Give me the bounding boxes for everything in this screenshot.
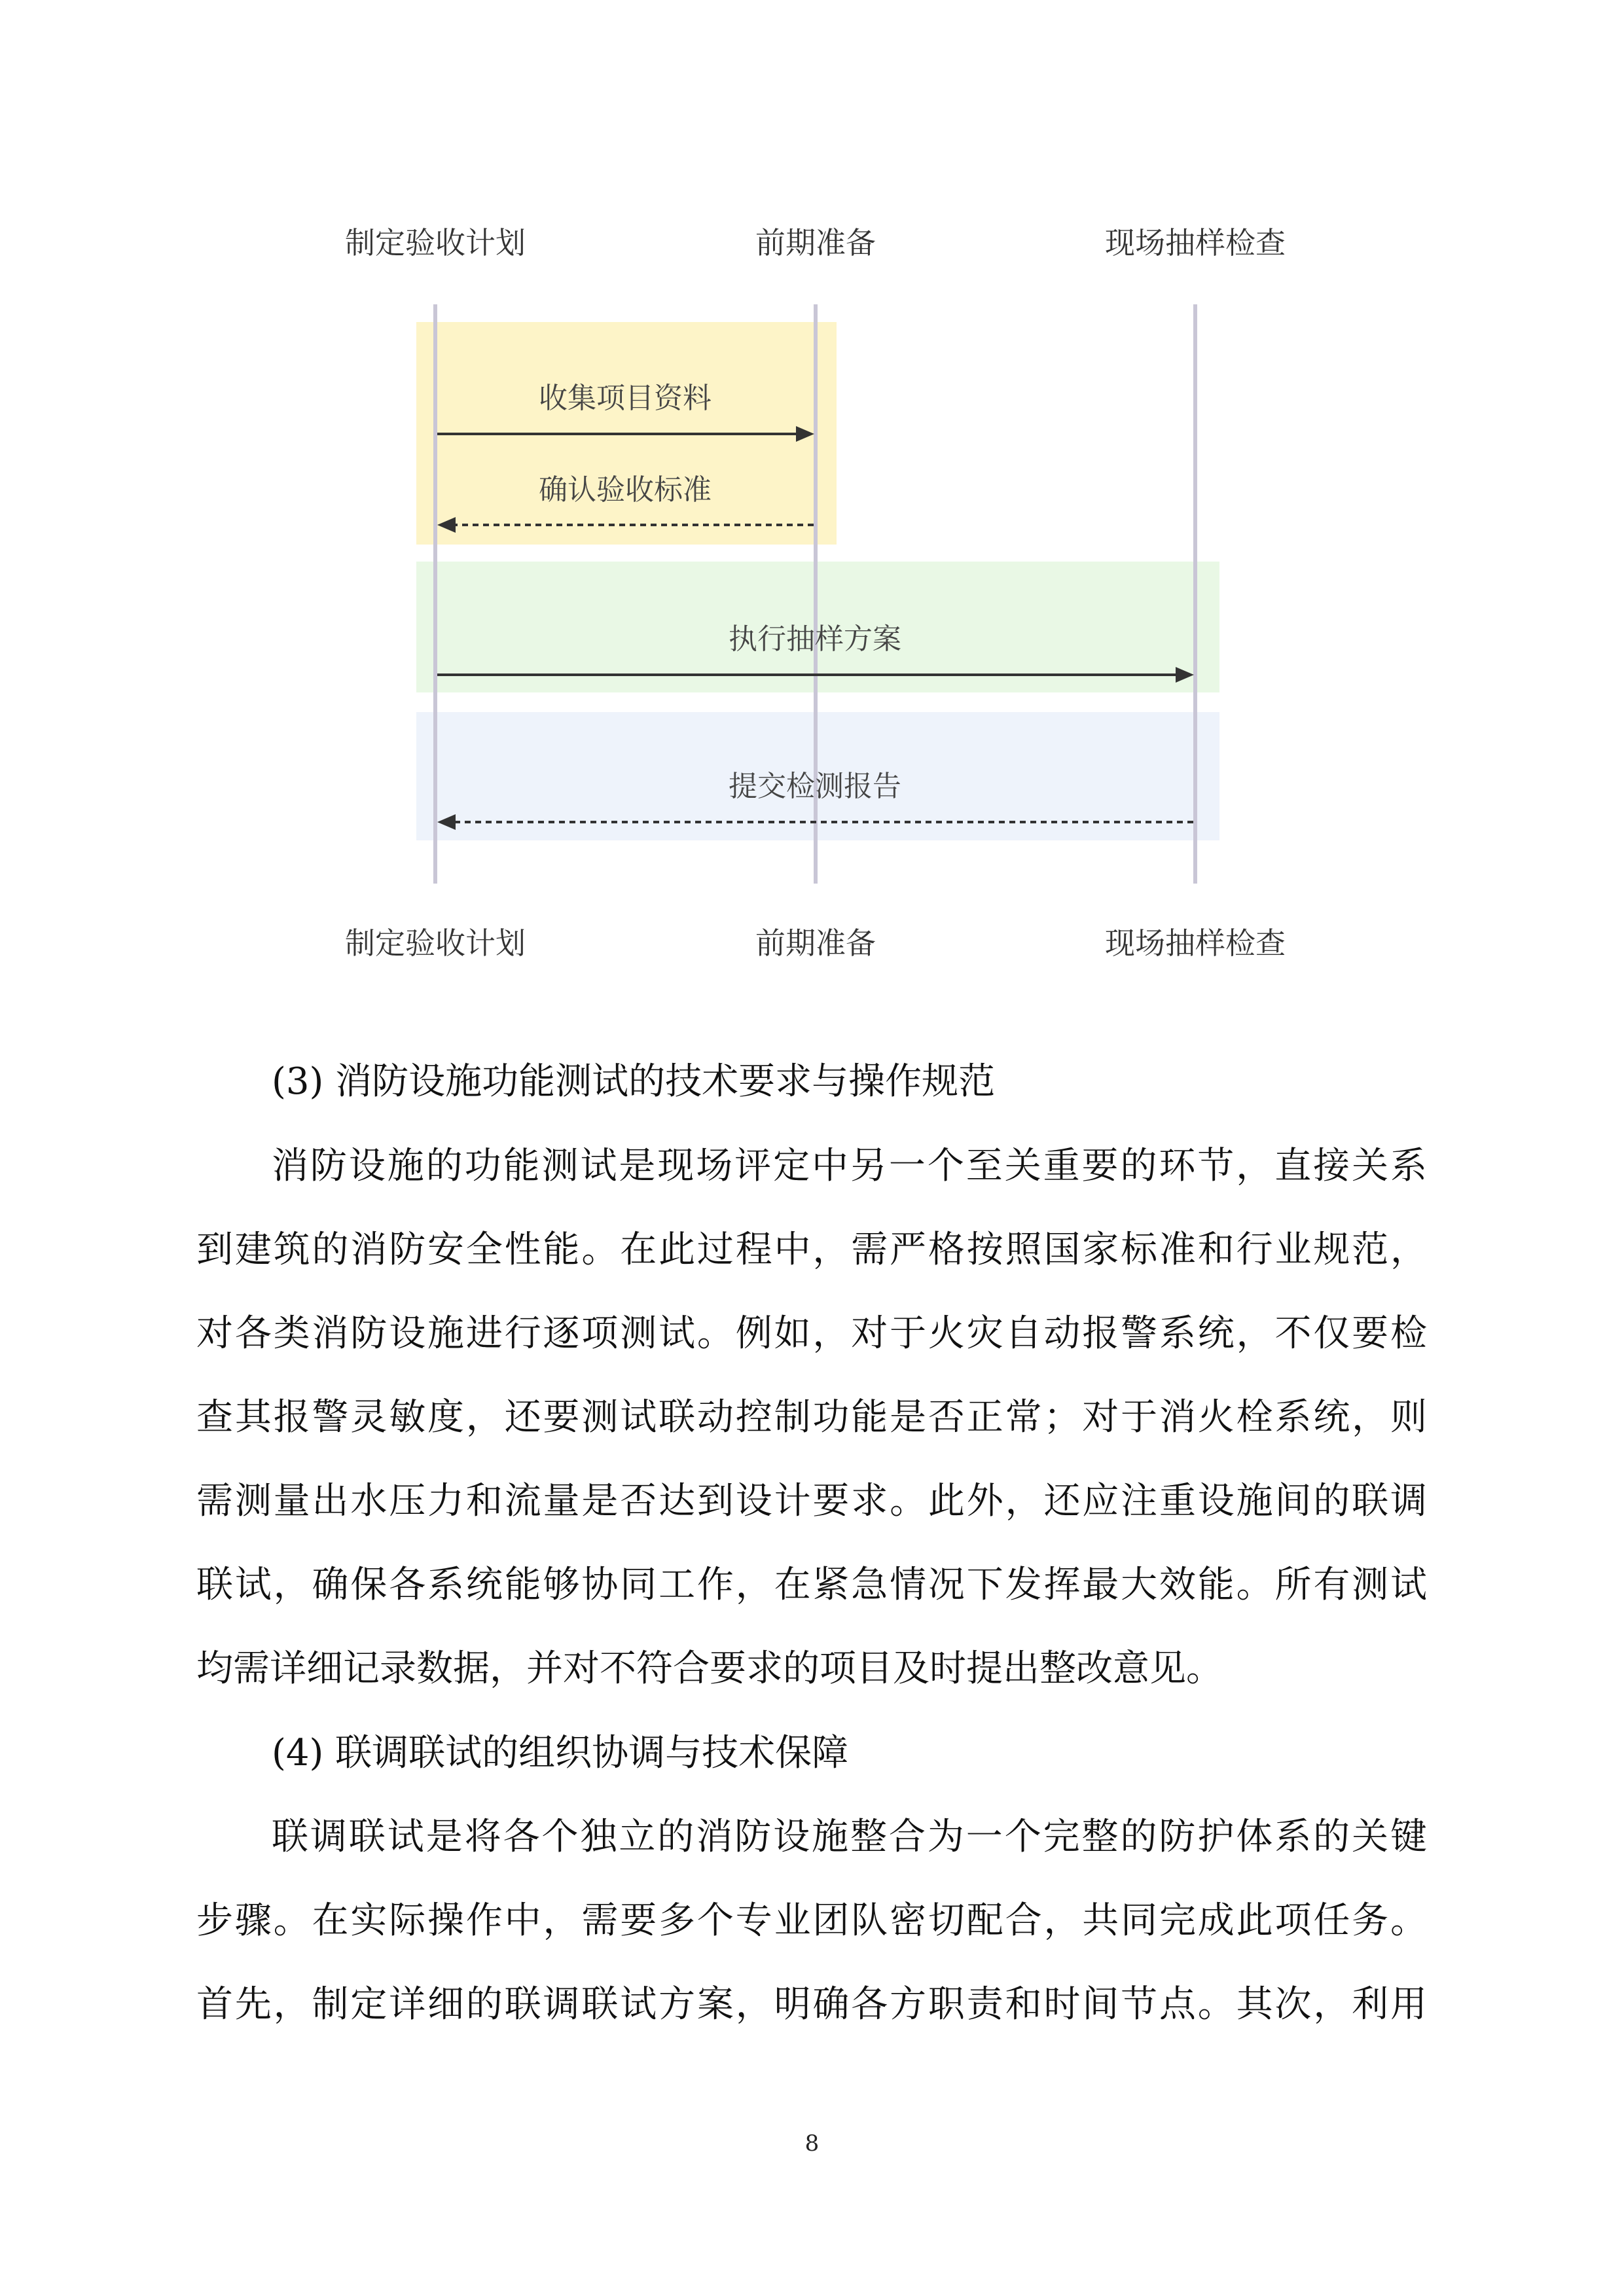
paragraph-line: 消防设施的功能测试是现场评定中另一个至关重要的环节，直接关系 [272, 1145, 1427, 1187]
paragraph-line: 到建筑的消防安全性能。在此过程中，需严格按照国家标准和行业规范， [196, 1229, 1427, 1271]
page-number: 8 [804, 2130, 820, 2157]
section-heading-4: (4) 联调联试的组织协调与技术保障 [272, 1732, 849, 1774]
paragraph-line: 查其报警灵敏度，还要测试联动控制功能是否正常；对于消火栓系统，则 [196, 1396, 1427, 1439]
message-label-collect: 收集项目资料 [539, 382, 712, 415]
participant-sampling-top: 现场抽样检查 [1105, 225, 1286, 260]
section-heading-3: (3) 消防设施功能测试的技术要求与操作规范 [272, 1060, 996, 1103]
arrowhead-collect [796, 426, 814, 442]
sequence-diagram [0, 0, 1624, 1001]
arrowhead-submit [437, 814, 456, 830]
paragraph-line: 需测量出水压力和流量是否达到设计要求。此外，还应注重设施间的联调 [196, 1480, 1427, 1522]
participant-sampling-bottom: 现场抽样检查 [1105, 925, 1286, 961]
participant-plan-bottom: 制定验收计划 [345, 925, 526, 961]
message-label-confirm: 确认验收标准 [539, 473, 712, 507]
arrowhead-confirm [437, 517, 456, 533]
paragraph-line: 首先，制定详细的联调联试方案，明确各方职责和时间节点。其次，利用 [196, 1983, 1427, 2026]
paragraph-line: 步骤。在实际操作中，需要多个专业团队密切配合，共同完成此项任务。 [196, 1899, 1427, 1942]
participant-prep-top: 前期准备 [755, 225, 876, 260]
message-arrows [0, 0, 1624, 1001]
message-label-execute: 执行抽样方案 [729, 622, 901, 656]
paragraph-line: 均需详细记录数据，并对不符合要求的项目及时提出整改意见。 [196, 1647, 1223, 1690]
participant-prep-bottom: 前期准备 [755, 925, 876, 961]
participant-plan-top: 制定验收计划 [345, 225, 526, 260]
paragraph-line: 联调联试是将各个独立的消防设施整合为一个完整的防护体系的关键 [272, 1816, 1427, 1858]
paragraph-line: 对各类消防设施进行逐项测试。例如，对于火灾自动报警系统，不仅要检 [196, 1312, 1427, 1355]
message-label-submit: 提交检测报告 [729, 770, 901, 803]
paragraph-line: 联试，确保各系统能够协同工作，在紧急情况下发挥最大效能。所有测试 [196, 1564, 1427, 1606]
arrowhead-execute [1176, 667, 1194, 683]
